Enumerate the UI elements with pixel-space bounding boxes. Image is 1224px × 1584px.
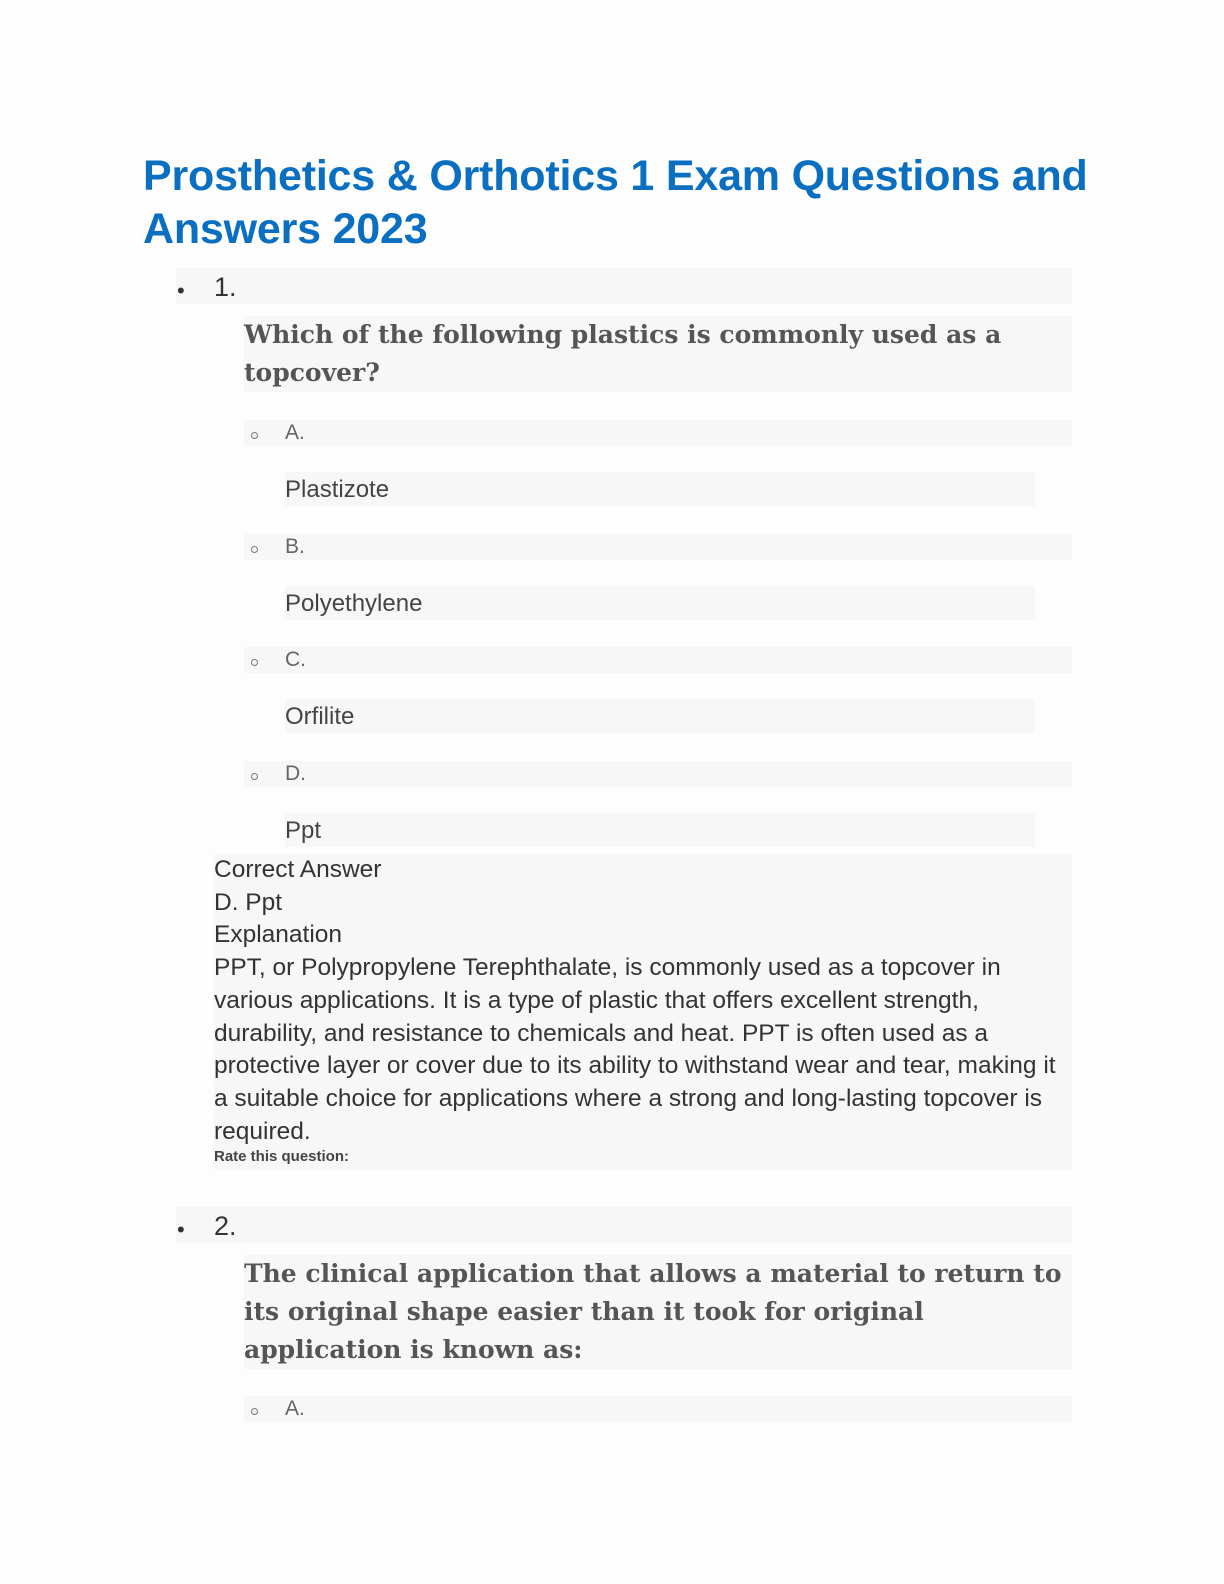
- option-d-text[interactable]: Ppt: [285, 817, 322, 844]
- correct-answer-label: Correct Answer: [214, 856, 382, 883]
- option-d-letter-band: [244, 761, 1072, 787]
- question-2-number: 2.: [214, 1211, 237, 1241]
- radio-circle-icon[interactable]: [251, 773, 258, 780]
- option-c-text[interactable]: Orfilite: [285, 703, 355, 730]
- option-c-text-band: [285, 699, 1035, 733]
- option-b-text[interactable]: Polyethylene: [285, 590, 423, 617]
- explanation-label: Explanation: [214, 921, 343, 949]
- correct-answer-value: D. Ppt: [214, 888, 283, 916]
- q2-option-a-letter: A.: [285, 1397, 305, 1420]
- page-title: Prosthetics & Orthotics 1 Exam Questions and Answers 2023: [143, 152, 1088, 253]
- option-b-letter: B.: [285, 535, 305, 558]
- radio-circle-icon[interactable]: [251, 659, 258, 666]
- option-a-letter: A.: [285, 421, 305, 444]
- question-1-text: Which of the following plastics is commonly used as a topcover?: [244, 320, 1002, 387]
- question-1-number: 1.: [214, 272, 237, 302]
- rate-question-label: Rate this question:: [214, 1148, 350, 1166]
- option-d-text-band: [285, 813, 1035, 847]
- explanation-text: PPT, or Polypropylene Terephthalate, is commonly used as a topcover in various applications. It is a type of plastic that offers excellent strength, durability, and resistance to chemicals and heat. PPT is often used as a protective layer or cover due to its ability to withstand wear and tear, making it a suitable choice for applications where a strong and long-lasting topcover is required.: [214, 954, 1056, 1145]
- option-a-letter-band: [244, 420, 1072, 446]
- option-c-letter-band: [244, 647, 1072, 673]
- bullet-icon: •: [177, 1217, 185, 1242]
- question-2-text: The clinical application that allows a material to return to its original shape easier than it took for original application is known as:: [244, 1259, 1062, 1364]
- question-2-number-band: [176, 1207, 1072, 1243]
- option-b-letter-band: [244, 534, 1072, 560]
- question-1-number-band: [176, 268, 1072, 304]
- option-c-letter: C.: [285, 648, 306, 671]
- answer-block: [214, 854, 1074, 1166]
- bullet-icon: •: [177, 278, 185, 303]
- radio-circle-icon[interactable]: [251, 546, 258, 553]
- option-a-text[interactable]: Plastizote: [285, 476, 390, 503]
- radio-circle-icon[interactable]: [251, 1408, 258, 1415]
- radio-circle-icon[interactable]: [251, 432, 258, 439]
- option-a-text-band: [285, 472, 1035, 506]
- q2-option-a-letter-band: [244, 1396, 1072, 1422]
- option-d-letter: D.: [285, 762, 306, 785]
